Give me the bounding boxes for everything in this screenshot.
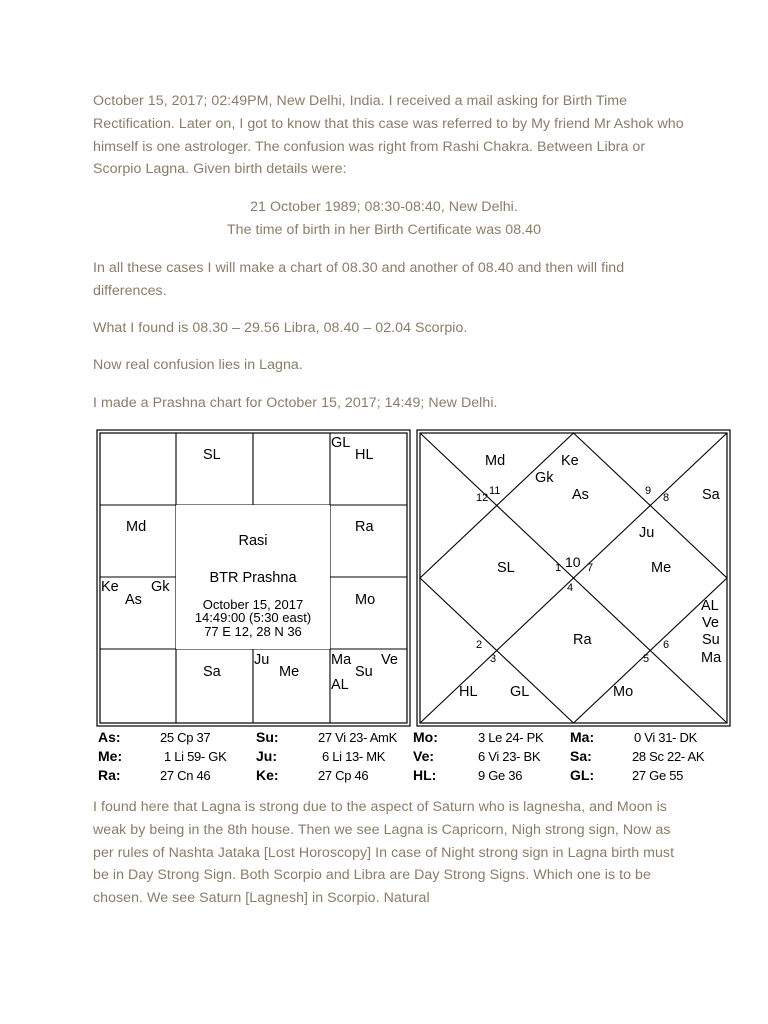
position-label: Me: bbox=[98, 748, 123, 764]
rasi-libra-ju: Ju bbox=[254, 652, 270, 668]
rasi-pisces-sl: SL bbox=[203, 447, 221, 463]
horoscope-charts bbox=[96, 429, 736, 729]
position-value: 25 Cp 37 bbox=[160, 730, 211, 745]
position-label: Su: bbox=[256, 729, 279, 745]
position-label: Ve: bbox=[413, 748, 435, 764]
rasi-taurus-hl: HL bbox=[355, 447, 374, 463]
rasi-cancer-mo: Mo bbox=[355, 592, 376, 608]
north-house-12: 12 bbox=[476, 492, 489, 504]
rasi-virgo-ve: Ve bbox=[381, 652, 398, 668]
position-value: 1 Li 59- GK bbox=[164, 749, 227, 764]
north-house-3: 3 bbox=[490, 653, 497, 665]
north-ju: Ju bbox=[639, 525, 655, 541]
position-label: Ju: bbox=[256, 748, 277, 764]
position-value: 6 Li 13- MK bbox=[322, 749, 386, 764]
prashna-intro-paragraph: I made a Prashna chart for October 15, 2017; 14:49; New Delhi. bbox=[93, 395, 498, 411]
north-ve: Ve bbox=[702, 615, 719, 631]
rasi-date: October 15, 2017 bbox=[202, 597, 304, 612]
position-value: 6 Vi 23- BK bbox=[478, 749, 541, 764]
north-hl: HL bbox=[459, 684, 478, 700]
method-paragraph: In all these cases I will make a chart of 08.30 and another of 08.40 and then will find differences. bbox=[93, 260, 625, 299]
position-value: 27 Vi 23- AmK bbox=[318, 730, 397, 745]
north-gl: GL bbox=[510, 684, 530, 700]
rasi-title: Rasi bbox=[238, 533, 268, 549]
rasi-scorpio-sa: Sa bbox=[203, 664, 221, 680]
rasi-gemini-ra: Ra bbox=[355, 519, 374, 535]
confusion-paragraph: Now real confusion lies in Lagna. bbox=[93, 357, 303, 373]
rasi-capricorn-ke: Ke bbox=[101, 579, 119, 595]
position-value: 27 Ge 55 bbox=[632, 768, 684, 783]
north-house-10: 10 bbox=[565, 554, 581, 570]
birth-details-line: 21 October 1989; 08:30-08:40, New Delhi. bbox=[250, 199, 518, 215]
rasi-taurus-gl: GL bbox=[331, 435, 351, 451]
position-value: 9 Ge 36 bbox=[478, 768, 523, 783]
north-me: Me bbox=[651, 560, 672, 576]
intro-paragraph: October 15, 2017; 02:49PM, New Delhi, India. I received a mail asking for Birth Time Rectification. Later on, I got to know that this case was referred to by My friend Mr Ashok who himself is one astrologer. The confusion was right from Rashi Chakra. Between Libra or Scorpio Lagna. Given birth details were: bbox=[93, 93, 684, 178]
north-mo: Mo bbox=[613, 684, 634, 700]
position-label: Mo: bbox=[413, 729, 438, 745]
position-label: Sa: bbox=[570, 748, 592, 764]
rasi-aquarius-md: Md bbox=[126, 519, 147, 535]
north-su: Su bbox=[702, 632, 720, 648]
north-house-9: 9 bbox=[645, 485, 652, 497]
north-chart bbox=[417, 430, 730, 726]
position-value: 28 Sc 22- AK bbox=[632, 749, 705, 764]
position-value: 27 Cn 46 bbox=[160, 768, 211, 783]
rasi-virgo-ma: Ma bbox=[331, 652, 352, 668]
planet-positions bbox=[98, 729, 728, 785]
north-house-1: 1 bbox=[555, 562, 562, 574]
rasi-libra-me: Me bbox=[279, 664, 300, 680]
north-sa: Sa bbox=[702, 487, 720, 503]
position-label: Ma: bbox=[570, 729, 595, 745]
north-house-7: 7 bbox=[587, 562, 594, 574]
north-house-5: 5 bbox=[643, 653, 650, 665]
position-value: 0 Vi 31- DK bbox=[634, 730, 697, 745]
north-house-4: 4 bbox=[567, 582, 574, 594]
position-label: HL: bbox=[413, 767, 437, 783]
rasi-capricorn-gk: Gk bbox=[151, 579, 170, 595]
position-value: 27 Cp 46 bbox=[318, 768, 369, 783]
rasi-subtitle: BTR Prashna bbox=[209, 570, 297, 586]
north-al: AL bbox=[701, 598, 719, 614]
analysis-paragraph: I found here that Lagna is strong due to the aspect of Saturn who is lagnesha, and Moon is weak by being in the 8th house. Then we see Lagna is Capricorn, Nigh strong sign, Now as per rules of Nashta Jataka [Lost Horoscopy] In case of Night strong sign in Lagna birth must be in Day Strong Sign. Both Scorpio and Libra are Day Strong Signs. Which one is to be chosen. We see Saturn [Lagnesh] in Scorpio. Natural bbox=[93, 799, 675, 907]
position-value: 3 Le 24- PK bbox=[478, 730, 544, 745]
north-ma: Ma bbox=[701, 650, 722, 666]
birth-certificate-line: The time of birth in her Birth Certificate was 08.40 bbox=[226, 222, 542, 238]
north-sl: SL bbox=[497, 560, 515, 576]
north-ra: Ra bbox=[573, 632, 592, 648]
findings-paragraph: What I found is 08.30 – 29.56 Libra, 08.40 – 02.04 Scorpio. bbox=[93, 320, 468, 336]
rasi-coords: 77 E 12, 28 N 36 bbox=[204, 624, 302, 639]
north-house-6: 6 bbox=[663, 639, 670, 651]
north-house-8: 8 bbox=[663, 492, 670, 504]
north-as: As bbox=[572, 487, 589, 503]
rasi-virgo-al: AL bbox=[331, 677, 349, 693]
rasi-virgo-su: Su bbox=[355, 664, 373, 680]
rasi-time: 14:49:00 (5:30 east) bbox=[194, 610, 312, 625]
north-md: Md bbox=[485, 453, 506, 469]
north-house-11: 11 bbox=[489, 485, 501, 497]
position-label: Ra: bbox=[98, 767, 121, 783]
position-label: Ke: bbox=[256, 767, 279, 783]
north-house-2: 2 bbox=[476, 639, 483, 651]
position-label: GL: bbox=[570, 767, 595, 783]
rasi-capricorn-as: As bbox=[125, 592, 142, 608]
north-gk: Gk bbox=[535, 470, 554, 486]
north-ke: Ke bbox=[561, 453, 579, 469]
position-label: As: bbox=[98, 729, 121, 745]
